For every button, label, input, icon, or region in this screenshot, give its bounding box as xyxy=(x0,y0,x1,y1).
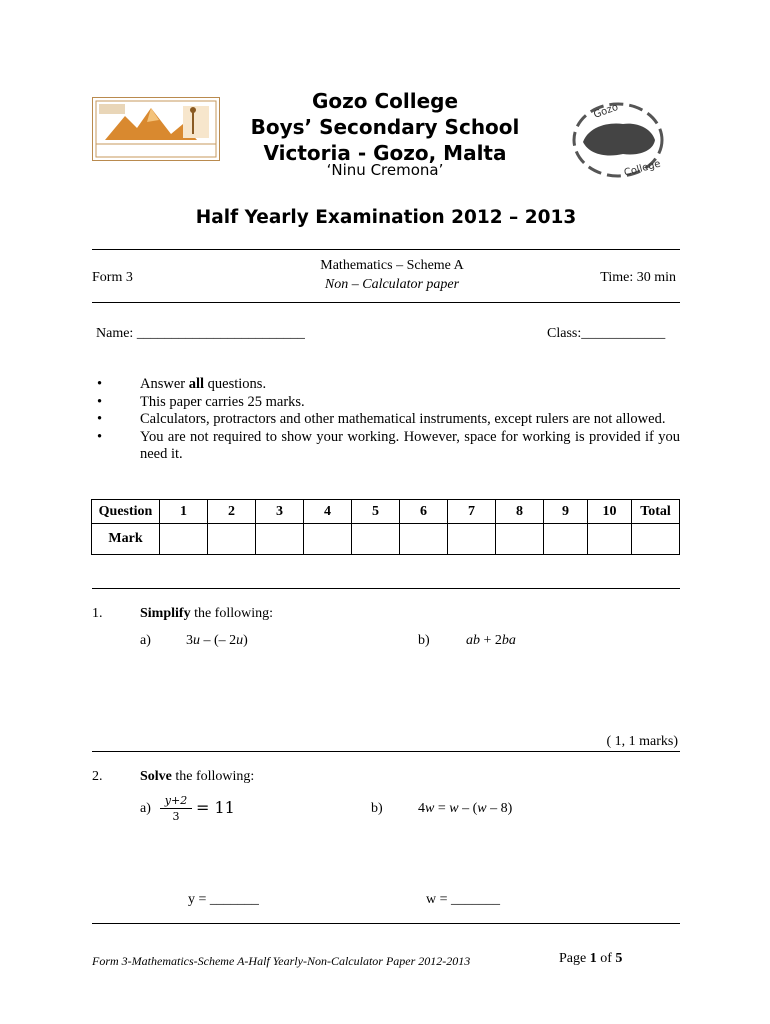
mark-cell[interactable] xyxy=(352,524,400,555)
question-2b-expression: 4w = w – (w – 8) xyxy=(418,801,513,816)
mark-cell[interactable] xyxy=(256,524,304,555)
page-number: Page 1 of 5 xyxy=(559,951,623,966)
table-column-header: 7 xyxy=(448,500,496,524)
question-2-number: 2. xyxy=(92,769,103,784)
school-nickname: ‘Ninu Cremona’ xyxy=(326,161,444,179)
gozo-island-logo-icon xyxy=(565,98,671,182)
answer-w-field[interactable]: w = _______ xyxy=(426,892,501,907)
question-1b-expression: ab + 2ba xyxy=(466,633,516,648)
answer-y-field[interactable]: y = _______ xyxy=(188,892,259,907)
question-2a-rhs: = 11 xyxy=(196,798,235,817)
table-column-header: 8 xyxy=(496,500,544,524)
instruction-item: • You are not required to show your working. However, space for working is provided if you need it. xyxy=(97,428,680,462)
question-1-prompt: Simplify the following: xyxy=(140,606,274,621)
form-label: Form 3 xyxy=(92,270,133,285)
school-name-line-2: Boys’ Secondary School xyxy=(250,115,520,139)
question-1-marks: ( 1, 1 marks) xyxy=(606,734,678,749)
mark-cell[interactable] xyxy=(208,524,256,555)
footer-left: Form 3-Mathematics-Scheme A-Half Yearly-Non-Calculator Paper 2012-2013 xyxy=(92,954,471,968)
table-header-row xyxy=(92,500,680,524)
bullet-icon: • xyxy=(97,393,103,410)
table-column-header: 6 xyxy=(400,500,448,524)
table-column-header: Total xyxy=(632,500,680,524)
name-field: Name: ________________________ xyxy=(96,326,305,341)
mark-cell[interactable] xyxy=(400,524,448,555)
mountain-logo-icon xyxy=(93,98,219,160)
mark-cell[interactable] xyxy=(448,524,496,555)
table-column-header: 9 xyxy=(544,500,588,524)
divider xyxy=(92,588,680,589)
logo-text-top: Gozo xyxy=(592,101,620,121)
mark-cell[interactable] xyxy=(304,524,352,555)
question-2a-label: a) xyxy=(140,801,151,816)
paper-type: Non – Calculator paper xyxy=(324,277,460,292)
mark-cell[interactable] xyxy=(632,524,680,555)
mark-cell[interactable] xyxy=(588,524,632,555)
question-2a-fraction xyxy=(160,794,192,823)
question-1a-expression: 3u – (– 2u) xyxy=(186,633,248,648)
bullet-icon: • xyxy=(97,376,103,392)
gozo-college-logo xyxy=(565,98,671,182)
school-logo-left xyxy=(92,97,220,161)
table-column-header: 10 xyxy=(588,500,632,524)
school-name-line-1: Gozo College xyxy=(311,89,459,113)
time-label: Time: 30 min xyxy=(600,270,676,285)
bullet-icon: • xyxy=(97,428,103,445)
class-blank: ____________ xyxy=(581,326,666,341)
divider xyxy=(92,923,680,924)
table-row-label: Mark xyxy=(92,524,160,555)
table-column-header: 2 xyxy=(208,500,256,524)
class-label: Class: xyxy=(547,326,582,341)
question-1-number: 1. xyxy=(92,606,103,621)
fraction-numerator: y+2 xyxy=(160,794,192,809)
divider xyxy=(92,302,680,303)
instruction-item: • Answer all questions. xyxy=(97,376,267,392)
class-field xyxy=(547,326,665,342)
table-column-header: 5 xyxy=(352,500,400,524)
school-name-line-3: Victoria - Gozo, Malta xyxy=(263,141,507,165)
instruction-item: • Calculators, protractors and other mathematical instruments, except rulers are not allowed. xyxy=(97,411,666,427)
instructions-list xyxy=(95,376,680,464)
divider xyxy=(92,249,680,250)
table-column-header: 3 xyxy=(256,500,304,524)
question-1a-label: a) xyxy=(140,633,151,648)
table-row xyxy=(92,524,680,555)
exam-title: Half Yearly Examination 2012 – 2013 xyxy=(195,207,577,228)
mark-cell[interactable] xyxy=(544,524,588,555)
question-2-prompt: Solve the following: xyxy=(140,769,255,784)
mark-cell[interactable] xyxy=(496,524,544,555)
instruction-item: • This paper carries 25 marks. xyxy=(97,393,305,410)
question-1b-label: b) xyxy=(418,633,430,648)
question-2b-label: b) xyxy=(371,801,383,816)
fraction-denominator: 3 xyxy=(172,810,180,823)
mark-cell[interactable] xyxy=(160,524,208,555)
table-column-header: 1 xyxy=(160,500,208,524)
logo-text-bottom: College xyxy=(622,158,662,179)
marks-table xyxy=(91,499,680,555)
subject-label: Mathematics – Scheme A xyxy=(320,258,464,273)
table-row-label: Question xyxy=(92,500,160,524)
table-column-header: 4 xyxy=(304,500,352,524)
divider xyxy=(92,751,680,752)
bullet-icon: • xyxy=(97,411,103,427)
